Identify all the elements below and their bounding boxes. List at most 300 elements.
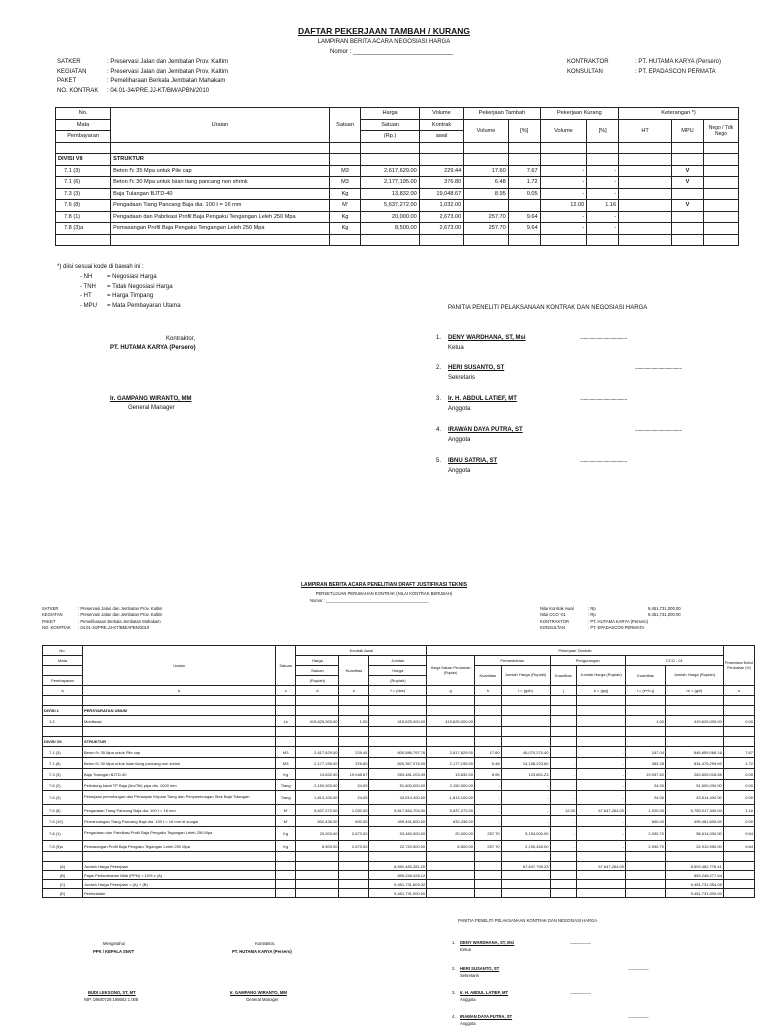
table-cell: Kg <box>329 223 361 235</box>
hdr-satuan: Satuan <box>276 646 296 686</box>
hdr-satuan2: Satuan <box>296 666 339 676</box>
info-row: KEGIATAN : Preservasi Jalan dan Jembatan Prov. Kaltim <box>57 68 228 75</box>
member-number: 3. <box>452 990 456 995</box>
table-cell: M' <box>276 805 296 816</box>
table-cell: 1.72 <box>723 758 754 769</box>
code-row: - MPU = Mata Pembayaran Utama <box>80 302 181 309</box>
table-cell: n <box>723 686 754 696</box>
hdr-harga2: Harga <box>369 666 427 676</box>
table-cell: M' <box>329 200 361 212</box>
member-name: IRAWAN DAYA PUTRA, ST <box>460 1014 513 1019</box>
info-row: PAKET : Pemeliharaan Berkala Jembatan Mahakam <box>57 78 226 84</box>
signature-line: ............................... <box>570 990 591 995</box>
table-cell: - <box>501 780 550 791</box>
table-cell: g <box>427 686 475 696</box>
table-cell: 2,150,000.00 <box>296 780 339 791</box>
table-cell: - <box>550 758 577 769</box>
table-cell <box>475 880 502 889</box>
table-cell: 58,614,000.00 <box>665 827 723 841</box>
signature-line: ........................................ <box>580 396 627 402</box>
table-cell <box>339 889 369 898</box>
table-cell <box>626 880 666 889</box>
table-cell: - <box>587 188 619 200</box>
info-row: KONTRAKTOR : PT. HUTAMA KARYA (Persero) <box>567 59 722 65</box>
table-cell <box>619 200 672 212</box>
hdr-pengurangan: Pengurangan <box>550 656 626 666</box>
doc2-kontraktor-name: PT. HUTAMA KARYA (Persero) <box>232 949 292 954</box>
table-cell <box>723 880 754 889</box>
table-cell: 7.6 (8) <box>56 200 111 212</box>
table-cell: 0.05 <box>508 188 540 200</box>
table-cell: 20,000.00 <box>296 827 339 841</box>
table-cell: Kg <box>276 841 296 852</box>
table-cell: f = (dxe) <box>369 686 427 696</box>
table-cell: 8,500.00 <box>361 223 419 235</box>
hdr-mata: Mata <box>56 119 111 131</box>
table-cell: j <box>550 686 577 696</box>
table-cell <box>577 716 626 727</box>
table-cell: 5,637,272.00 <box>427 805 475 816</box>
doc2-signer-title: General Manager <box>246 997 279 1002</box>
table-cell: 51,600,000.00 <box>369 780 427 791</box>
table-row <box>56 211 739 223</box>
table-cell: V <box>672 177 704 189</box>
member-name: DENY WARDHANA, ST, Msi <box>460 940 515 945</box>
table-cell <box>619 188 672 200</box>
hdr-cco: CCO - 01 <box>626 656 724 666</box>
table-cell <box>723 889 754 898</box>
table-cell: Jumlah Harga Pekerjaan <box>82 862 275 871</box>
doc2-kontraktor-label: Kontraktor, <box>255 941 276 946</box>
doc2-table <box>42 645 755 898</box>
table-cell: - <box>577 780 626 791</box>
member-name: IRAWAN DAYA PUTRA, ST <box>448 427 523 433</box>
table-cell: Tiang <box>276 780 296 791</box>
member-name: Ir. H. ABDUL LATIEF, MT <box>448 396 517 402</box>
table-cell: 263,481,203.49 <box>369 769 427 780</box>
member-number: 3. <box>436 396 442 402</box>
table-row <box>56 188 739 200</box>
hdr-pek-tambah: Pekerjaan Tambah <box>427 646 724 656</box>
table-cell <box>475 889 502 898</box>
table-cell <box>475 871 502 880</box>
table-cell: 419,625,000.00 <box>296 716 339 727</box>
table-cell: 7.1 (6) <box>43 758 83 769</box>
table-cell: 419,625,000.00 <box>427 716 475 727</box>
hdr-kuantitas: Kuantitas <box>339 656 369 686</box>
table-cell: Beton f'c 35 Mpa untuk Pile cap <box>111 165 329 177</box>
table-cell: 7.6 (8) <box>43 805 83 816</box>
table-cell: - <box>540 211 587 223</box>
table-cell: (C) <box>43 880 83 889</box>
table-cell: 17.60 <box>464 165 509 177</box>
table-cell: 46,070,270.40 <box>501 747 550 758</box>
table-cell: k = (gxj) <box>577 686 626 696</box>
table-row <box>43 716 755 727</box>
table-cell: 20,000.00 <box>361 211 419 223</box>
table-cell: Pelindung karat TP Baja (Ilm/Tib) pipa dia. 1000 mm <box>82 780 275 791</box>
table-cell <box>550 716 577 727</box>
table-cell <box>276 862 296 871</box>
table-cell: b <box>82 686 275 696</box>
table-cell: 12.00 <box>550 805 577 816</box>
table-cell: 13,832.00 <box>427 769 475 780</box>
table-cell <box>723 862 754 871</box>
doc2-right-info <box>540 606 720 631</box>
table-cell: i = (gxh) <box>501 686 550 696</box>
table-cell: (D) <box>43 889 83 898</box>
info-row: KONSULTAN : PT. EPADASCON PERMATA <box>567 68 716 75</box>
table-cell: Pengadaan Tiang Pancang Baja dia. 100 t = 16 mm <box>111 200 329 212</box>
div7-name: STRUKTUR <box>82 737 275 747</box>
table-cell: 2,617,629.00 <box>296 747 339 758</box>
table-cell: 7.3 (3) <box>43 769 83 780</box>
table-cell: 832,436.00 <box>427 816 475 827</box>
table-cell: 1.2. <box>43 716 83 727</box>
table-cell: 229.44 <box>339 747 369 758</box>
table-cell: Beton f'c 35 Mpa untuk Pile cap <box>82 747 275 758</box>
section-code: DIVISI VII <box>56 154 111 166</box>
table-cell: - <box>475 816 502 827</box>
table-cell <box>703 188 738 200</box>
table-cell: - <box>550 841 577 852</box>
table-cell <box>703 211 738 223</box>
doc1-kontraktor-label: Kontraktor, <box>166 336 196 342</box>
table-cell <box>619 165 672 177</box>
table-cell: - <box>587 223 619 235</box>
table-cell: - <box>577 841 626 852</box>
table-cell: - <box>540 165 587 177</box>
doc1-codes <box>80 273 181 311</box>
table-cell <box>619 223 672 235</box>
doc2-ppk-name: BUDI LEKSONO, ST, MT <box>88 990 136 995</box>
hdr-kontrak-awal: Kontrak Awal <box>296 646 427 656</box>
table-cell: 7.6 (10) <box>43 816 83 827</box>
hdr-harga: Harga <box>296 656 339 666</box>
table-cell: h <box>475 686 502 696</box>
doc1-left-info <box>57 58 228 96</box>
table-cell <box>427 880 475 889</box>
table-cell <box>626 871 666 880</box>
signature-line: ............................... <box>570 940 591 945</box>
table-cell: 24.00 <box>339 791 369 805</box>
table-row <box>43 805 755 816</box>
table-cell: 5,637,272.00 <box>361 200 419 212</box>
table-cell: 9,451,731,000.00 <box>665 889 723 898</box>
hdr-mata: Mata <box>43 656 83 666</box>
table-cell: 19,057.62 <box>626 769 666 780</box>
table-cell <box>577 871 626 880</box>
hdr-satuan: Satuan <box>329 108 361 143</box>
table-cell: 5,637,272.00 <box>296 805 339 816</box>
table-cell: 2,150,000.00 <box>427 780 475 791</box>
table-cell: 2,190,450.00 <box>501 841 550 852</box>
table-cell: - <box>577 758 626 769</box>
table-cell: 257.70 <box>464 211 509 223</box>
doc2-div1-rows <box>43 716 755 727</box>
table-cell <box>550 862 577 871</box>
table-cell <box>703 200 738 212</box>
member-number: 5. <box>436 458 442 464</box>
table-cell: 600.00 <box>339 816 369 827</box>
table-cell: 67,647,264.00 <box>577 862 626 871</box>
table-cell: 2,673.00 <box>419 223 464 235</box>
table-cell: 600,586,797.76 <box>369 747 427 758</box>
table-row <box>43 758 755 769</box>
table-cell: 2,617,629.00 <box>427 747 475 758</box>
table-cell: Kg <box>329 188 361 200</box>
table-cell <box>427 871 475 880</box>
hdr-vol2: Volume <box>540 119 587 142</box>
table-cell: - <box>577 827 626 841</box>
hdr-harga-satuan: Satuan <box>361 119 419 131</box>
info-row: SATKER : Preservasi Jalan dan Jembatan Prov. Kaltim <box>57 59 228 65</box>
hdr-harga: Harga <box>361 108 419 120</box>
info-row: NO. KONTRAK : 04.01-34/PRE.JJ-KT/BM/APBN/2010 <box>57 87 210 94</box>
member-role: Sekretaris <box>460 973 479 978</box>
doc2-letter-row <box>43 686 755 696</box>
member-name: HERI SUSANTO, ST <box>448 365 505 371</box>
table-cell: 2,617,629.00 <box>361 165 419 177</box>
table-cell <box>427 862 475 871</box>
table-row <box>43 827 755 841</box>
hdr-kuantitas3: Kuantitas <box>550 666 577 686</box>
table-cell: 14,108,223.60 <box>501 758 550 769</box>
doc2-ppk-nip: NIP. 19500728 198603 1 008 <box>84 997 139 1002</box>
doc2-nomor: Nomor : ____________________________________________ <box>310 598 429 603</box>
table-cell: 67,647,264.00 <box>577 805 626 816</box>
info-row: Nilai CCO -01 : Rp 9,451,731,000.00 <box>540 612 681 618</box>
hdr-jumlah-rp2: Jumlah Harga (Rupiah) <box>577 666 626 686</box>
doc1-nomor: Nomor : ______________________________ <box>330 49 454 55</box>
table-cell: 6.48 <box>464 177 509 189</box>
table-cell: 7.8 (3)a <box>56 223 111 235</box>
table-row <box>43 791 755 805</box>
total-row <box>43 889 755 898</box>
table-row <box>43 816 755 827</box>
table-cell: 7.3 (3) <box>56 188 111 200</box>
table-cell <box>501 871 550 880</box>
table-cell: Ls <box>276 716 296 727</box>
table-cell: 383.28 <box>626 758 666 769</box>
hdr-keterangan: Keterangan *) <box>619 108 739 120</box>
table-cell: - <box>540 188 587 200</box>
table-cell <box>626 862 666 871</box>
code-row: - TNH = Tidak Negosiasi Harga <box>80 283 173 290</box>
hdr-rupiah: (Rupiah) <box>296 676 339 686</box>
table-cell: 1.00 <box>626 716 666 727</box>
member-role: Anggota <box>460 997 476 1002</box>
table-cell <box>296 889 339 898</box>
hdr-ht: HT <box>619 119 672 142</box>
doc1-signer-title: General Manager <box>128 405 175 411</box>
hdr-mpu: MPU <box>672 119 704 142</box>
table-cell: 17.60 <box>475 747 502 758</box>
table-cell: Kg <box>276 769 296 780</box>
table-cell: - <box>587 165 619 177</box>
table-cell <box>672 211 704 223</box>
table-cell: 24,910,950.00 <box>665 841 723 852</box>
table-cell: Pengadaan dan Pabrikasi Profil Baja Pengaku Tengangan Leleh 250 Mpa <box>111 211 329 223</box>
table-cell: Beton f'c 30 Mpa untuk Isian tiang pancang non shrink <box>111 177 329 189</box>
table-cell: e <box>339 686 369 696</box>
hdr-harga-rp: (Rp.) <box>361 131 419 143</box>
table-cell: 2,177,195.00 <box>296 758 339 769</box>
info-row: KONSULTAN : PT. EPADASCON PERMATA <box>540 624 645 630</box>
table-cell: 12.00 <box>540 200 587 212</box>
member-name: Ir. H. ABDUL LATIEF, MT <box>460 990 509 995</box>
doc1-panitia: PANITIA PENELITI PELAKSANAAN KONTRAK DAN NEGOSIASI HARGA <box>448 305 648 311</box>
table-cell: Pajak Pertambahan Nilai (PPN) = 10% x (A) <box>82 871 275 880</box>
table-cell: 8.95 <box>475 769 502 780</box>
table-cell: 257.70 <box>464 223 509 235</box>
table-cell: M3 <box>329 177 361 189</box>
table-cell: 9.64 <box>508 211 540 223</box>
doc1-title: DAFTAR PEKERJAAN TAMBAH / KURANG <box>297 26 471 36</box>
table-cell: - <box>550 747 577 758</box>
table-cell: 53,460,000.00 <box>369 827 427 841</box>
table-cell: 67,647,759.23 <box>501 862 550 871</box>
table-cell: - <box>550 769 577 780</box>
table-cell: 263,605,018.65 <box>665 769 723 780</box>
table-cell: Pembulatan <box>82 889 275 898</box>
hdr-prosentase: Prosentase Bobot Perubahan (%) <box>723 646 754 686</box>
hdr-rupiah2: (Rupiah) <box>369 676 427 686</box>
table-cell: 7.67 <box>508 165 540 177</box>
table-cell: - <box>501 791 550 805</box>
hdr-vol: Volume <box>464 119 509 142</box>
table-cell: d <box>296 686 339 696</box>
table-cell: 820,367,076.00 <box>369 758 427 769</box>
table-cell: 5,750,017,440.00 <box>665 805 723 816</box>
table-cell: 7.8 (1) <box>56 211 111 223</box>
table-cell: 9.64 <box>723 841 754 852</box>
info-row: SATKER : Preservasi Jalan dan Jembatan Prov. Kaltim <box>42 606 163 611</box>
member-role: Anggota <box>448 437 471 443</box>
table-cell: 0.00 <box>723 780 754 791</box>
member-name: DENY WARDHANA, ST, Msi <box>448 335 526 341</box>
table-cell: a <box>43 686 83 696</box>
table-cell: 229.44 <box>419 165 464 177</box>
table-cell: 0.00 <box>723 791 754 805</box>
table-cell <box>276 871 296 880</box>
table-cell: 24.00 <box>626 791 666 805</box>
table-cell: 9,451,731,609.32 <box>369 880 427 889</box>
member-role: Sekretaris <box>448 375 476 381</box>
table-cell <box>550 871 577 880</box>
table-cell: 499,461,600.00 <box>369 816 427 827</box>
table-cell: 2,177,195.00 <box>427 758 475 769</box>
table-cell: 9,451,731,000.00 <box>369 889 427 898</box>
table-row <box>43 747 755 758</box>
table-cell: - <box>577 747 626 758</box>
member-number: 1. <box>452 940 456 945</box>
doc1-note: *) diisi sesuai kode di bawah ini : <box>57 264 144 270</box>
table-cell: 1,032.00 <box>419 200 464 212</box>
table-cell: - <box>587 177 619 189</box>
table-cell <box>703 165 738 177</box>
table-cell: 859,248,277.64 <box>665 871 723 880</box>
table-cell: Kg <box>329 211 361 223</box>
table-cell: 8,500.00 <box>427 841 475 852</box>
table-row <box>56 223 739 235</box>
table-cell: Pengadaan Tiang Pancang Baja dia. 100 t = 16 mm <box>82 805 275 816</box>
table-cell: 9.64 <box>723 827 754 841</box>
table-cell: 1,813,100.00 <box>296 791 339 805</box>
table-cell: 24.00 <box>339 780 369 791</box>
table-cell: 8,592,483,281.20 <box>369 862 427 871</box>
signature-line: ............................... <box>628 966 649 971</box>
table-cell: Baja Tulangan BJTD-40 <box>111 188 329 200</box>
hdr-nego: Nego / Tdk Nego <box>703 119 738 142</box>
doc1-kontraktor-name: PT. HUTAMA KARYA (Persero) <box>110 345 196 351</box>
doc2-rows <box>43 747 755 852</box>
table-cell: 499,461,600.00 <box>665 816 723 827</box>
code-row: - HT = Harga Timpang <box>80 293 154 299</box>
table-cell: 2,930.70 <box>626 841 666 852</box>
table-cell: 7.1 (3) <box>56 165 111 177</box>
table-cell: 2,177,195.00 <box>361 177 419 189</box>
table-cell: Beton f'c 30 Mpa untuk Isian tiang pancang non shrink <box>82 758 275 769</box>
total-row <box>43 871 755 880</box>
member-name: IBNU SATRIA, ST <box>448 458 498 464</box>
table-cell: 2,930.70 <box>626 827 666 841</box>
table-cell: 257.70 <box>475 841 502 852</box>
doc1-right-info <box>567 58 721 77</box>
table-cell: 22,720,500.00 <box>369 841 427 852</box>
hdr-pek-kurang: Pekerjaan Kurang <box>540 108 618 120</box>
hdr-penambahan: Penambahan <box>475 656 551 666</box>
table-cell: 8,500.00 <box>296 841 339 852</box>
table-cell: Pekerjaan pemotongan dan Persiapan Kepala Tiang dan Penyambungan Stek Baja Tulangan <box>82 791 275 805</box>
signature-line: ........................................ <box>635 427 682 433</box>
table-cell: Kg <box>276 827 296 841</box>
table-cell: 7.67 <box>723 747 754 758</box>
info-row: KONTRAKTOR : PT. HUTAMA KARYA (Persero) <box>540 618 649 624</box>
table-cell <box>508 200 540 212</box>
table-cell: (B) <box>43 871 83 880</box>
table-cell: 8.95 <box>464 188 509 200</box>
table-cell: 376.80 <box>419 177 464 189</box>
hdr-kuantitas4: Kuantitas <box>626 666 666 686</box>
section-name: STRUKTUR <box>111 154 329 166</box>
table-cell: - <box>550 816 577 827</box>
hdr-pek-tambah: Pekerjaan Tambah <box>464 108 540 120</box>
table-cell: 1.16 <box>587 200 619 212</box>
div7-code: DIVISI VII <box>43 737 83 747</box>
hdr-hs-perubahan: Harga Satuan Perubahan (Rupiah) <box>427 656 475 686</box>
table-cell: Pengadaan dan Pabrikasi Profil Baja Pengaku Tegangan Leleh 250 Mpa <box>82 827 275 841</box>
table-cell: M3 <box>276 758 296 769</box>
table-cell: 9.64 <box>508 223 540 235</box>
table-cell <box>339 862 369 871</box>
table-cell <box>296 871 339 880</box>
table-cell <box>464 200 509 212</box>
table-cell <box>427 889 475 898</box>
table-cell: 832,436.00 <box>296 816 339 827</box>
table-cell: - <box>501 805 550 816</box>
table-cell: 6.48 <box>475 758 502 769</box>
table-cell: - <box>587 211 619 223</box>
table-cell: 2,673.00 <box>339 827 369 841</box>
table-cell <box>619 177 672 189</box>
hdr-pembayaran: Pembayaran <box>56 131 111 143</box>
table-cell: 1.72 <box>508 177 540 189</box>
table-cell: 0.05 <box>723 769 754 780</box>
table-cell: 5,154,000.00 <box>501 827 550 841</box>
table-cell: 7.6 (4) <box>43 791 83 805</box>
table-row <box>43 769 755 780</box>
